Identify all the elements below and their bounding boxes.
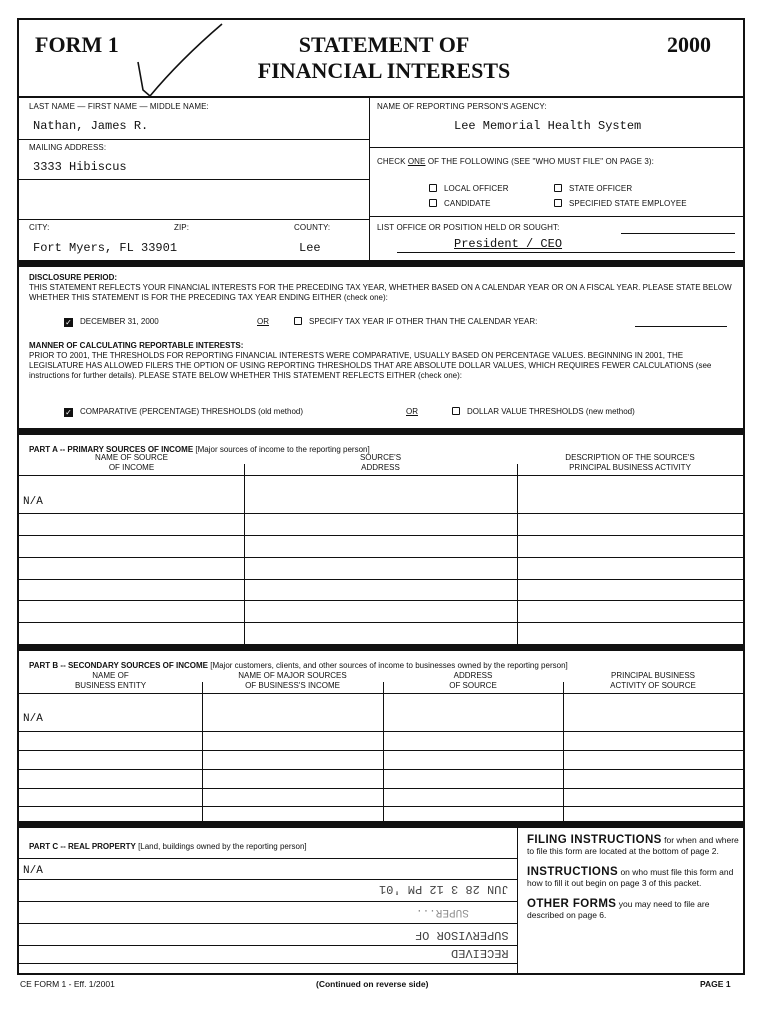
part-c-entry[interactable]: N/A — [23, 865, 43, 877]
manner-section — [29, 341, 737, 381]
option-local-officer[interactable]: LOCAL OFFICER — [429, 184, 509, 193]
form-header — [19, 20, 743, 98]
part-b-col-activity: PRINCIPAL BUSINESS ACTIVITY OF SOURCE — [610, 671, 696, 690]
checkbox[interactable] — [429, 199, 437, 207]
option-specified-state-employee[interactable]: SPECIFIED STATE EMPLOYEE — [554, 199, 687, 208]
checked-checkbox[interactable]: ✓ — [65, 318, 72, 327]
option-december-31[interactable]: ✓ DECEMBER 31, 2000 — [65, 317, 159, 327]
option-dollar-value[interactable]: DOLLAR VALUE THRESHOLDS (new method) — [452, 407, 635, 417]
part-b-entry[interactable]: N/A — [23, 713, 43, 725]
checked-checkbox[interactable]: ✓ — [65, 408, 72, 417]
mailing-field[interactable]: 3333 Hibiscus — [33, 160, 127, 174]
part-a-col-address: SOURCE'S ADDRESS — [359, 453, 402, 472]
office-field[interactable]: President / CEO — [454, 237, 563, 251]
who-must-file-instructions: INSTRUCTIONS on who must file this form and how to fill it out begin on page 3 of this packet. — [527, 866, 734, 888]
check-one-label: CHECK ONE OF THE FOLLOWING (SEE "WHO MUST FILE" ON PAGE 3): — [377, 157, 654, 166]
part-a-col-name: NAME OF SOURCE OF INCOME — [95, 453, 168, 472]
or-label: OR — [406, 407, 418, 416]
form-title: STATEMENT OF FINANCIAL INTERESTS — [257, 32, 511, 83]
footer-page-number: PAGE 1 — [700, 979, 731, 989]
option-candidate[interactable]: CANDIDATE — [429, 199, 491, 208]
zip-label: ZIP: — [174, 223, 190, 232]
checkbox[interactable] — [452, 407, 460, 415]
county-label: COUNTY: — [294, 223, 331, 232]
part-b-col-entity: NAME OF BUSINESS ENTITY — [74, 671, 147, 690]
form-number: FORM 1 — [35, 32, 119, 57]
name-label: LAST NAME — FIRST NAME — MIDDLE NAME: — [29, 102, 209, 111]
or-label: OR — [257, 317, 269, 326]
received-stamp: JUN 28 3 12 PM '01 SUPER... SUPERVISOR OF RECEIVED — [379, 882, 509, 960]
mailing-label: MAILING ADDRESS: — [29, 143, 107, 152]
checkbox[interactable] — [294, 317, 302, 325]
part-a-title: PART A -- PRIMARY SOURCES OF INCOME [Major sources of income to the reporting person] — [29, 445, 370, 454]
checkbox[interactable] — [554, 184, 562, 192]
footer-continued: (Continued on reverse side) — [316, 979, 429, 989]
part-b-title: PART B -- SECONDARY SOURCES OF INCOME [Major customers, clients, and other sources of income to businesses owned by the reporting person] — [29, 661, 568, 670]
manner-text: PRIOR TO 2001, THE THRESHOLDS FOR REPORTING FINANCIAL INTERESTS WERE COMPARATIVE, USUALLY BASED ON PERCENTAGE VALUES. BEGINNING IN 2001, THE LEGISLATURE HAS ALLOWED FILERS THE OPTION OF USING REPORTING THRESHOLDS THAT ARE ABSOLUTE DOLLAR VALUES, WHICH REQUIRES FEWER CALCULATIONS (see instructions for further details). PLEASE STATE BELOW WHETHER THIS STATEMENT REFLECTS EITHER (check one): — [29, 351, 712, 380]
city-field[interactable]: Fort Myers, FL 33901 — [33, 241, 178, 255]
form-frame — [17, 18, 745, 975]
disclosure-section — [29, 273, 737, 303]
part-b-col-sources: NAME OF MAJOR SOURCES OF BUSINESS'S INCOME — [238, 671, 347, 690]
other-forms-instructions: OTHER FORMS you may need to file are described on page 6. — [527, 898, 710, 920]
name-field[interactable]: Nathan, James R. — [33, 119, 149, 133]
disclosure-text: THIS STATEMENT REFLECTS YOUR FINANCIAL INTERESTS FOR THE PRECEDING TAX YEAR, WHETHER BASED ON A CALENDAR YEAR OR ON A FISCAL YEAR. PLEASE STATE BELOW WHETHER THIS STATEMENT IS FOR THE PRECEDING TAX YEAR ENDING EITHER (check one): — [29, 283, 732, 302]
disclosure-heading: DISCLOSURE PERIOD: — [29, 273, 118, 282]
instructions-box — [527, 835, 739, 920]
county-field[interactable]: Lee — [299, 241, 321, 255]
option-comparative[interactable]: ✓ COMPARATIVE (PERCENTAGE) THRESHOLDS (old method) — [65, 407, 304, 417]
part-a-entry[interactable]: N/A — [23, 496, 43, 508]
option-specify-tax-year[interactable]: SPECIFY TAX YEAR IF OTHER THAN THE CALENDAR YEAR: — [294, 317, 537, 327]
footer-form-id: CE FORM 1 - Eff. 1/2001 — [20, 979, 115, 989]
agency-field[interactable]: Lee Memorial Health System — [454, 119, 642, 133]
office-label: LIST OFFICE OR POSITION HELD OR SOUGHT: — [377, 223, 560, 232]
filing-instructions: FILING INSTRUCTIONS for when and where to file this form are located at the bottom of page 2. — [527, 834, 739, 856]
part-b-col-address: ADDRESS OF SOURCE — [449, 671, 497, 690]
checkbox[interactable] — [554, 199, 562, 207]
manner-heading: MANNER OF CALCULATING REPORTABLE INTERESTS: — [29, 341, 244, 350]
part-c-title: PART C -- REAL PROPERTY [Land, buildings owned by the reporting person] — [29, 842, 307, 851]
form-year: 2000 — [667, 32, 711, 57]
agency-label: NAME OF REPORTING PERSON'S AGENCY: — [377, 102, 547, 111]
part-a-col-activity: DESCRIPTION OF THE SOURCE'S PRINCIPAL BUSINESS ACTIVITY — [565, 453, 695, 472]
checkbox[interactable] — [429, 184, 437, 192]
city-label: CITY: — [29, 223, 50, 232]
option-state-officer[interactable]: STATE OFFICER — [554, 184, 632, 193]
